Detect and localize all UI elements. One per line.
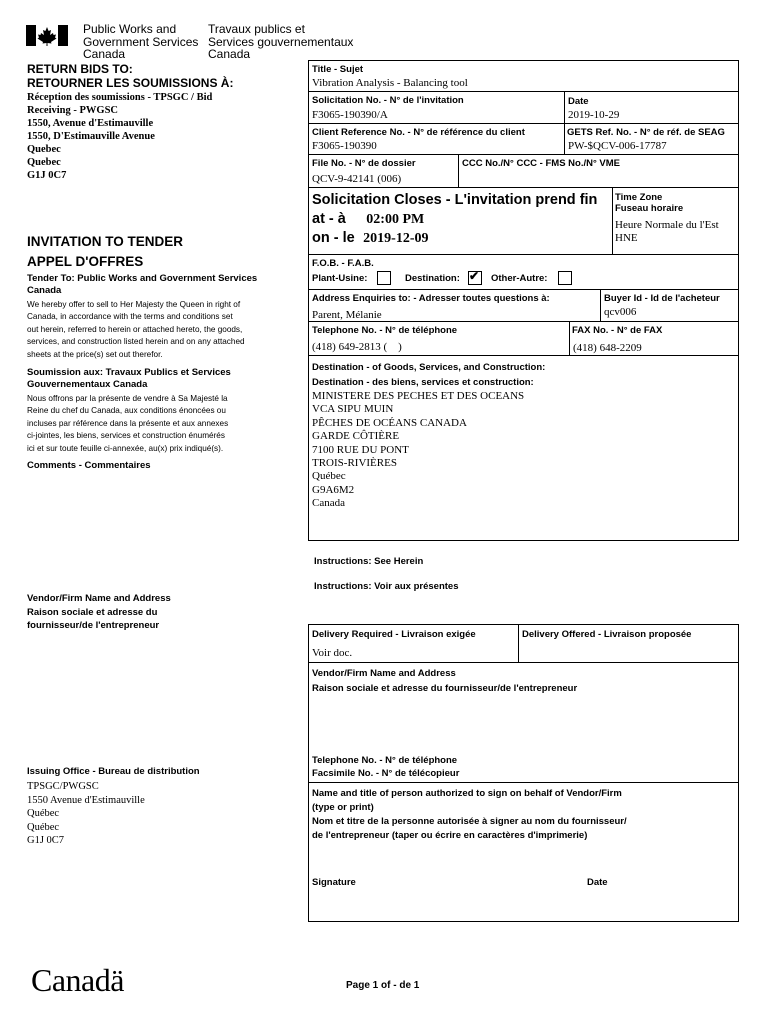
gets-ref-value: PW-$QCV-006-17787 [568,140,667,152]
solicitation-value: F3065-190390/A [312,109,388,121]
delivery-offered-label: Delivery Offered - Livraison proposée [522,629,692,640]
plant-usine-checkbox[interactable] [377,271,391,285]
vendor-name-label: Vendor/Firm Name and Address Raison sociale et adresse du fournisseur/de l'entrepreneur [312,668,578,694]
file-no-value: QCV-9-42141 (006) [312,173,402,185]
file-no-label: File No. - N° de dossier [312,158,416,169]
closes-on: on - le 2019-12-09 [312,230,429,246]
fax-label: FAX No. - N° de FAX [572,325,663,336]
buyer-id-label: Buyer Id - Id de l'acheteur [604,293,720,304]
signature-label: Signature [312,877,356,888]
date-label: Date [568,96,589,107]
plant-usine-label: Plant-Usine: [312,273,368,284]
solicitation-label: Solicitation No. - N° de l'invitation [312,95,464,106]
department-name-en: Public Works and Government Services Canada [83,22,199,61]
delivery-required-value: Voir doc. [312,647,353,659]
authorized-person-label: Name and title of person authorized to sign on behalf of Vendor/Firm (type or print) Nom et titre de la personne autorisée à signer au nom du fournisseur/ de l'entrepreneur (taper ou écrire en caractères d'imprimerie) [312,788,627,841]
signature-date-label: Date [587,877,608,888]
destination-goods-label: Destination - of Goods, Services, and Construction: Destination - des biens, services et construction: [312,362,546,388]
telephone-value: (418) 649-2813 ( ) [312,341,402,353]
other-autre-label: Other-Autre: [491,273,548,284]
date-value: 2019-10-29 [568,109,620,121]
other-autre-checkbox[interactable] [558,271,572,285]
destination-fob-label: Destination: [405,273,460,284]
page-number: Page 1 of - de 1 [346,980,420,991]
closes-at: at - à 02:00 PM [312,211,425,227]
destination-address: MINISTERE DES PECHES ET DES OCEANS VCA SIPU MUIN PÊCHES DE OCÉANS CANADA GARDE CÔTIÈRE 7100 RUE DU PONT TROIS-RIVIÈRES Québec G9A6M2 Canada [312,390,525,510]
gets-ref-label: GETS Ref. No. - N° de réf. de SEAG [567,127,725,138]
soumission-label: Soumission aux: Travaux Publics et Services Gouvernementaux Canada [27,367,231,390]
enquiries-label: Address Enquiries to: - Adresser toutes questions à: [312,293,550,304]
issuing-office-label: Issuing Office - Bureau de distribution [27,766,200,777]
time-zone-value: Heure Normale du l'Est HNE [615,219,719,244]
fax-value: (418) 648-2209 [573,342,642,354]
solicitation-closes: Solicitation Closes - L'invitation prend fin [312,192,598,208]
soumission-text: Nous offrons par la présente de vendre à Sa Majesté la Reine du chef du Canada, aux conditions énoncées ou incluses par référence dans la présente et aux annexes ci-jointes, les biens, services et construction énumérés ici et sur toute feuille ci-annexée, au(x) prix indiqué(s). [27,394,229,453]
comments-label: Comments - Commentaires [27,460,151,471]
enquiries-value: Parent, Mélanie [312,309,382,321]
canada-flag-icon [26,25,68,46]
instructions-en: Instructions: See Herein [314,556,424,567]
telephone-label: Telephone No. - N° de téléphone [312,325,458,336]
fob-label: F.O.B. - F.A.B. [312,258,374,269]
vendor-telephone-label: Telephone No. - N° de téléphone [312,755,458,766]
tender-to-label: Tender To: Public Works and Government Services Canada [27,273,258,296]
vendor-name-label-left: Vendor/Firm Name and Address Raison sociale et adresse du fournisseur/de l'entrepreneur [27,593,171,631]
issuing-office-address: TPSGC/PWGSC 1550 Avenue d'Estimauville Québec Québec G1J 0C7 [27,781,145,846]
ccc-no-label: CCC No./N° CCC - FMS No./N° VME [462,158,621,169]
delivery-required-label: Delivery Required - Livraison exigée [312,629,476,640]
instructions-fr: Instructions: Voir aux présentes [314,581,459,592]
tender-to-text: We hereby offer to sell to Her Majesty the Queen in right of Canada, in accordance with the terms and conditions set out herein, referred to herein or attached hereto, the goods, services, and construction listed herein and on any attached sheets at the price(s) set out therefor. [27,300,245,359]
return-bids-title: RETURN BIDS TO: RETOURNER LES SOUMISSIONS À: [27,62,234,90]
title-label: Title - Sujet [312,64,364,75]
checkmark-icon: ✔ [469,269,480,283]
canada-wordmark: Canadä [31,962,124,998]
buyer-id-value: qcv006 [604,306,637,318]
time-zone-label: Time Zone Fuseau horaire [615,192,684,214]
client-ref-value: F3065-190390 [312,140,377,152]
title-value: Vibration Analysis - Balancing tool [312,77,468,89]
client-ref-label: Client Reference No. - N° de référence du client [312,127,525,138]
invitation-title: INVITATION TO TENDER APPEL D'OFFRES [27,234,184,269]
vendor-facsimile-label: Facsimile No. - N° de télécopieur [312,768,460,779]
department-name-fr: Travaux publics et Services gouvernementaux Canada [208,22,354,61]
return-bids-address: Réception des soumissions - TPSGC / Bid Receiving - PWGSC 1550, Avenue d'Estimauville 1550, D'Estimauville Avenue Quebec Quebec G1J 0C7 [27,92,213,181]
